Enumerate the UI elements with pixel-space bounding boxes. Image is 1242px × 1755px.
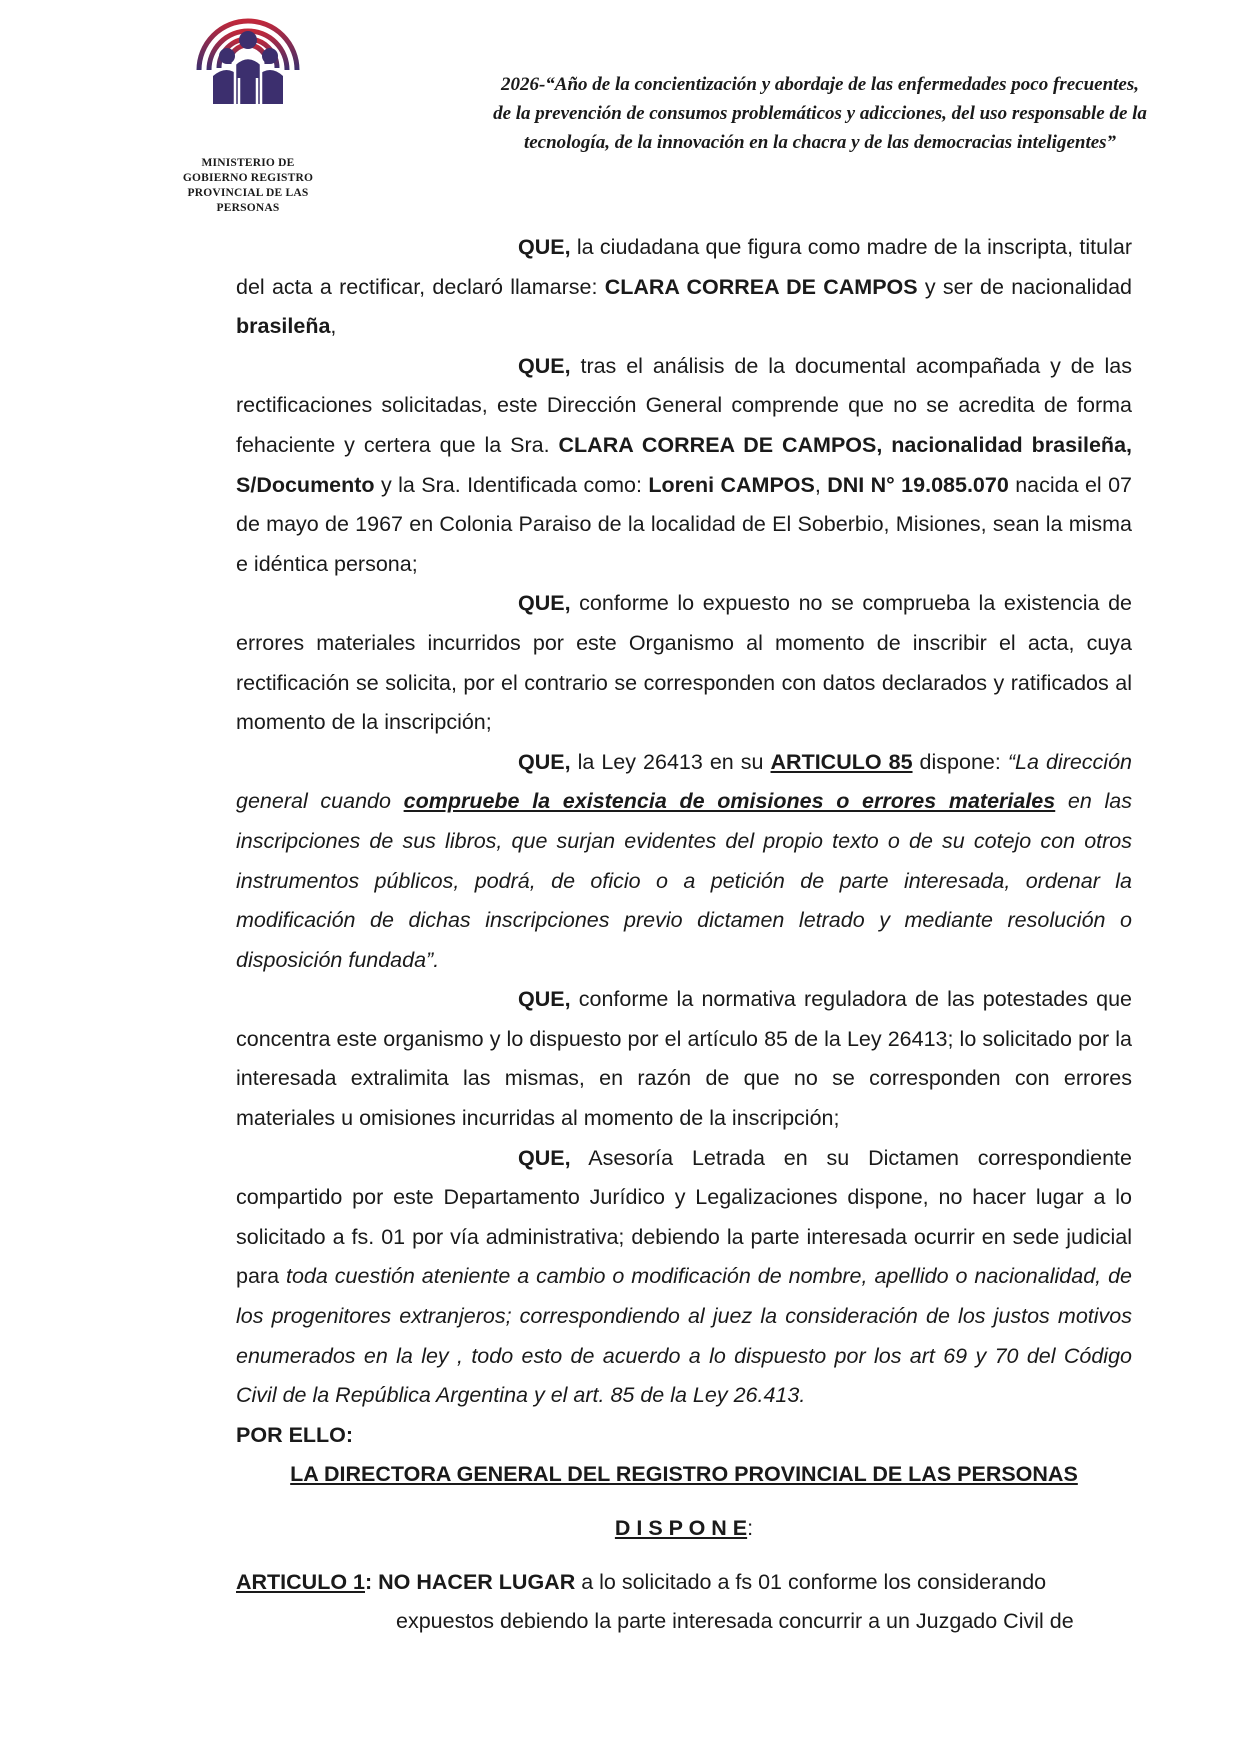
motto-line: 2026-“Año de la concientización y abordaje de las enfermedades poco frecuentes, <box>500 74 1139 95</box>
bold-text: NO HACER LUGAR <box>378 1569 576 1594</box>
text: la ciudadana que figura como madre de la inscripta, titular del acta a rectificar, declaró llamarse: <box>236 235 1132 299</box>
dispone-label: D I S P O N E <box>614 1516 748 1540</box>
dispone-heading <box>236 1509 1132 1549</box>
nationality: brasileña <box>236 314 331 339</box>
text: la Ley 26413 en su <box>570 749 771 774</box>
dni-number: DNI N° 19.085.070 <box>827 472 1009 497</box>
article-label: ARTICULO 1 <box>236 1569 365 1594</box>
motto-line: de la prevención de consumos problemáticos y adicciones, del uso responsable de la <box>493 103 1147 124</box>
text: a lo solicitado a fs 01 conforme los considerando <box>575 1569 1047 1594</box>
paragraph-2 <box>236 347 1132 585</box>
bold-text: Loreni CAMPOS <box>648 472 815 497</box>
year-motto <box>440 70 1200 157</box>
que-label: QUE, <box>518 591 571 616</box>
text: Asesoría Letrada en su Dictamen correspondiente compartido por este Departamento Jurídico y Legalizaciones dispone, no hacer lugar a lo solicitado a fs. 01 por vía administrativa; debiendo la parte interesada ocurrir en sede judicial para <box>236 1145 1132 1289</box>
text: nacida el 07 de mayo de 1967 en Colonia Paraiso de la localidad de El Soberbio, Misiones, sean la misma e idéntica persona; <box>236 472 1132 576</box>
directora-heading: LA DIRECTORA GENERAL DEL REGISTRO PROVINCIAL DE LAS PERSONAS <box>290 1462 1078 1487</box>
que-label: QUE, <box>518 1145 571 1170</box>
text: , <box>330 314 337 339</box>
ministry-line: PERSONAS <box>216 202 280 214</box>
ministry-line: PROVINCIAL DE LAS <box>187 187 309 199</box>
por-ello: POR ELLO: <box>236 1422 354 1447</box>
text: , <box>814 472 828 497</box>
paragraph-5 <box>236 980 1132 1138</box>
document-body <box>236 228 1132 1642</box>
paragraph-6 <box>236 1139 1132 1416</box>
text: y ser de nacionalidad <box>917 274 1132 299</box>
text: : <box>365 1569 379 1594</box>
text: : <box>747 1516 754 1540</box>
quote-emphasis: compruebe la existencia de omisiones o errores materiales <box>403 789 1056 814</box>
articulo-1-continued: expuestos debiendo la parte interesada concurrir a un Juzgado Civil de <box>396 1609 1074 1634</box>
articulo-1 <box>236 1563 1156 1603</box>
ministry-line: GOBIERNO REGISTRO <box>182 172 314 184</box>
quote-text: en las inscripciones de sus libros, que surjan evidentes del propio texto o de su cotejo con otros instrumentos públicos, podrá, de oficio o a petición de parte interesada, ordenar la modificación de dichas inscripciones previo dictamen letrado y mediante resolución o disposición fundada” <box>236 789 1132 972</box>
article-reference: ARTICULO 85 <box>770 749 913 774</box>
quote-text: “La dirección general cuando <box>236 749 1132 814</box>
que-label: QUE, <box>518 353 571 378</box>
text: tras el análisis de la documental acompañada y de las rectificaciones solicitadas, este Dirección General comprende que no se acredita de forma fehaciente y certera que la Sra. <box>236 353 1132 457</box>
text: y la Sra. Identificada como: <box>374 472 649 497</box>
text: dispone: <box>912 749 1008 774</box>
ministry-name <box>160 156 336 216</box>
text: . <box>433 947 440 972</box>
italic-text: toda cuestión ateniente a cambio o modificación de nombre, apellido o nacionalidad, de los progenitores extranjeros; correspondiendo al juez la consideración de los justos motivos enumerados en la ley , todo esto de acuerdo a lo dispuesto por los art 69 y 70 del Código Civil de la República Argentina y el art. 85 de la Ley 26.413. <box>236 1264 1132 1408</box>
text: conforme la normativa reguladora de las potestades que concentra este organismo y lo dispuesto por el artículo 85 de la Ley 26413; lo solicitado por la interesada extralimita las mismas, en razón de que no se corresponden con errores materiales u omisiones incurridas al momento de la inscripción; <box>236 987 1132 1131</box>
que-label: QUE, <box>518 987 571 1012</box>
ministry-logo <box>185 0 311 108</box>
paragraph-4 <box>236 743 1132 981</box>
motto-line: tecnología, de la innovación en la chacra y de las democracias inteligentes” <box>523 132 1117 153</box>
ministry-line: MINISTERIO DE <box>201 157 295 169</box>
mother-name: CLARA CORREA DE CAMPOS <box>604 274 918 299</box>
bold-text: CLARA CORREA DE CAMPOS, nacionalidad brasileña, S/Documento <box>236 432 1132 497</box>
que-label: QUE, <box>518 749 571 774</box>
paragraph-1 <box>236 228 1132 347</box>
text: conforme lo expuesto no se comprueba la existencia de errores materiales incurridos por este Organismo al momento de inscribir el acta, cuya rectificación se solicita, por el contrario se corresponden con datos declarados y ratificados al momento de la inscripción; <box>236 591 1132 735</box>
paragraph-3 <box>236 584 1132 742</box>
que-label: QUE, <box>518 235 571 259</box>
